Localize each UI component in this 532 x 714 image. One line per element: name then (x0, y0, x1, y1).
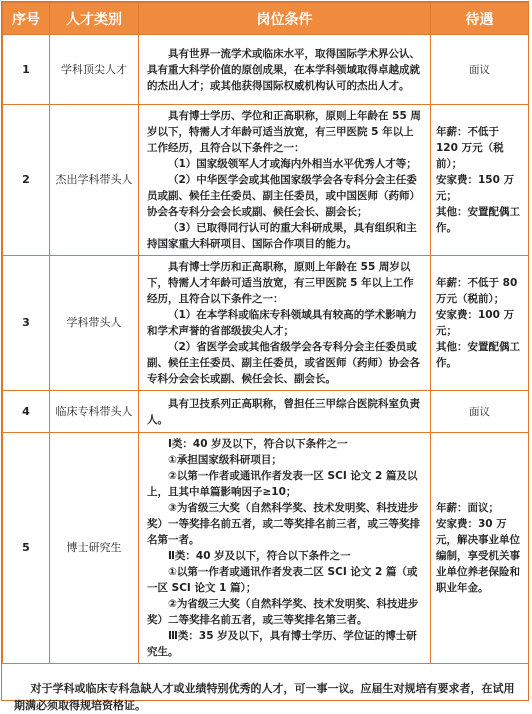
row-num: 3 (3, 256, 50, 391)
row-treatment: 年薪：不低于 120 万元（税前）； 安家费：150 万元； 其他：安置配偶工作。 (431, 105, 529, 256)
row-conditions: Ⅰ类：40 岁及以下，符合以下条件之一 ①承担国家级科研项目； ②以第一作者或通讯作者发表一区 SCI 论文 2 篇及以上，且其中单篇影响因子≥10； ③为省级三大奖（自然科学奖、技术发明奖、科技进步奖）一等奖排名前五者，或二等奖排名前三者，或三等奖排名第一者。 Ⅱ类：40 岁及以下，符合以下条件之一 ①以第一作者或通讯作者发表二区 SCI 论文 2 篇（或一区 SCI 论文 1 篇）； ②为省级三大奖（自然科学奖、技术发明奖、科技进步奖）二等奖排名前五者，或三等奖排名第三者。 Ⅲ类：35 岁及以下，具有博士学历、学位证的博士研究生。 (139, 433, 431, 664)
recruitment-table-frame (1, 1, 529, 712)
header-conditions: 岗位条件 (139, 3, 431, 35)
footer-note: 对于学科或临床专科急缺人才或业绩特别优秀的人才，可一事一议。应届生对规培有要求者，在试用期满必须取得规培资格证。 (14, 682, 515, 712)
row-category: 杰出学科带头人 (50, 105, 139, 256)
row-num: 1 (3, 35, 50, 105)
table-row (3, 35, 529, 105)
row-category: 临床专科带头人 (50, 391, 139, 433)
table-row (3, 433, 529, 664)
row-category: 博士研究生 (50, 433, 139, 664)
row-conditions: 具有博士学历、学位和正高职称，原则上年龄在 55 周岁以下，特需人才年龄可适当放宽，有三甲医院 5 年以上工作经历，且符合以下条件之一： （1）国家级领军人才或海内外相当水平优秀人才等； （2）中华医学会或其他国家级学会各专科分会主任委员或副、候任主任委员、副主任委员，或中国医师（药师）协会各专科分会会长或副、候任会长、副会长； （3）已取得同行认可的重大科研成果，具有组织和主持国家重大科研项目、国际合作项目的能力。 (139, 105, 431, 256)
row-treatment: 年薪：不低于 80 万元（税前）； 安家费：100 万元； 其他：安置配偶工作。 (431, 256, 529, 391)
row-conditions: 具有世界一流学术或临床水平，取得国际学术界公认、具有重大科学价值的原创成果，在本学科领域取得卓越成就的杰出人才；或其他获得国际权威机构认可的杰出人才。 (139, 35, 431, 105)
row-num: 4 (3, 391, 50, 433)
row-conditions: 具有卫技系列正高职称，曾担任三甲综合医院科室负责人。 (139, 391, 431, 433)
row-conditions: 具有博士学历和正高职称，原则上年龄在 55 周岁以下，特需人才年龄可适当放宽，有三甲医院 5 年以上工作经历，且符合以下条件之一： （1）在本学科或临床专科领域具有较高的学术影响力和学术声誉的省部级拔尖人才； （2）省医学会或其他省级学会各专科分会主任委员或副、候任主任委员、副主任委员，或省医师（药师）协会各专科分会会长或副、候任会长、副会长。 (139, 256, 431, 391)
header-treatment: 待遇 (431, 3, 529, 35)
table-row (3, 391, 529, 433)
row-treatment: 年薪：面议； 安家费：30 万元，解决事业单位编制，享受机关事业单位养老保险和职业年金。 (431, 433, 529, 664)
header-num: 序号 (3, 3, 50, 35)
row-category: 学科顶尖人才 (50, 35, 139, 105)
row-treatment: 面议 (431, 391, 529, 433)
row-num: 5 (3, 433, 50, 664)
row-treatment: 面议 (431, 35, 529, 105)
table-row (3, 105, 529, 256)
header-category: 人才类别 (50, 3, 139, 35)
row-category: 学科带头人 (50, 256, 139, 391)
table-header-row (3, 3, 529, 35)
recruitment-table (2, 2, 529, 664)
row-num: 2 (3, 105, 50, 256)
table-row (3, 256, 529, 391)
